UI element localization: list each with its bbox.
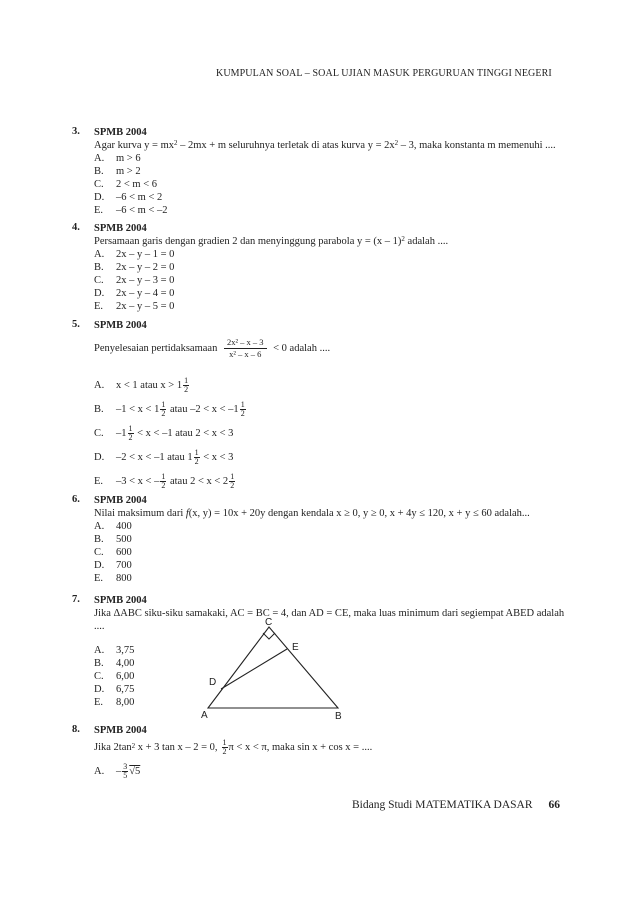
option-e: E. 8,00 <box>94 697 135 708</box>
option-a: A. 2x – y – 1 = 0 <box>94 249 175 260</box>
question-stem-continued: .... <box>94 621 105 632</box>
triangle-diagram <box>195 616 355 722</box>
vertex-label-d: D <box>209 677 217 688</box>
question-stem: Nilai maksimum dari f(x, y) = 10x + 20y dengan kendala x ≥ 0, y ≥ 0, x + 4y ≤ 120, x + y ≤ 60 adalah... <box>94 508 530 519</box>
option-c: C. –1 $\frac{1}{2}$ < x < –1 atau 2 < x < 3 <box>94 424 234 443</box>
option-a: A. 400 <box>94 521 132 532</box>
page-footer <box>352 799 560 811</box>
question-source: SPMB 2004 <box>94 725 147 736</box>
question-source: SPMB 2004 <box>94 127 147 138</box>
footer-subject: Bidang Studi MATEMATIKA DASAR <box>352 799 533 811</box>
question-source: SPMB 2004 <box>94 495 147 506</box>
segment-de <box>221 649 287 689</box>
option-d: D. 700 <box>94 560 132 571</box>
question-stem: Persamaan garis dengan gradien 2 dan menyinggung parabola y = (x – 1)$^2$ adalah .... <box>94 235 449 247</box>
option-b: B. 500 <box>94 534 132 545</box>
question-stem: Jika ΔABC siku-siku samakaki, AC = BC = 4, dan AD = CE, maka luas minimum dari segiempat ABED adalah <box>94 608 565 619</box>
option-d: D. 2x – y – 4 = 0 <box>94 288 175 299</box>
option-e: E. 2x – y – 5 = 0 <box>94 301 175 312</box>
question-number: 6. <box>72 494 80 505</box>
option-b: B. 4,00 <box>94 658 135 669</box>
vertex-label-e: E <box>292 642 299 653</box>
option-c: C. 600 <box>94 547 132 558</box>
question-number: 7. <box>72 594 80 605</box>
option-b: B. –1 < x < 1 $\frac{1}{2}$ atau –2 < x < –1 $\frac{1}{2}$ <box>94 400 245 419</box>
question-source: SPMB 2004 <box>94 595 147 606</box>
vertex-label-b: B <box>335 711 342 722</box>
option-c: C. 2 < m < 6 <box>94 179 158 190</box>
page-number: 66 <box>548 799 561 811</box>
vertex-label-c: C <box>265 617 273 628</box>
vertex-label-a: A <box>201 710 208 721</box>
question-number: 4. <box>72 222 80 233</box>
option-a: A. x < 1 atau x > 1 $\frac{1}{2}$ <box>94 376 189 395</box>
question-source: SPMB 2004 <box>94 320 147 331</box>
option-d: D. –2 < x < –1 atau 1 $\frac{1}{2}$ < x < 3 <box>94 448 234 467</box>
page-header: KUMPULAN SOAL – SOAL UJIAN MASUK PERGURUAN TINGGI NEGERI <box>216 68 552 79</box>
option-d: D. 6,75 <box>94 684 135 695</box>
question-number: 5. <box>72 319 80 330</box>
option-c: C. 2x – y – 3 = 0 <box>94 275 175 286</box>
option-a: A. 3,75 <box>94 645 135 656</box>
option-c: C. 6,00 <box>94 671 135 682</box>
triangle-abc <box>208 627 338 708</box>
option-b: B. 2x – y – 2 = 0 <box>94 262 175 273</box>
question-number: 8. <box>72 724 80 735</box>
question-number: 3. <box>72 126 80 137</box>
question-stem: Jika $2\tan^2$ x + 3 tan x – 2 = 0, $\frac{1}{2}$ π < x < π, maka sin x + cos x = .... <box>94 738 373 757</box>
option-e: E. –6 < m < –2 <box>94 205 168 216</box>
option-e: E. –3 < x < – $\frac{1}{2}$ atau 2 < x < 2 $\frac{1}{2}$ <box>94 472 235 491</box>
option-b: B. m > 2 <box>94 166 141 177</box>
inequality-fraction: $\frac{\text{2x² – x – 3}}{\text{x² – x – 6}}$ <box>224 337 267 360</box>
option-d: D. –6 < m < 2 <box>94 192 163 203</box>
option-e: E. 800 <box>94 573 132 584</box>
option-a: A. m > 6 <box>94 153 141 164</box>
question-stem: Agar kurva $y = mx^2 - 2mx + m$ seluruhnya terletak di atas kurva $y = 2x^2 - 3$, maka konstanta m memenuhi .... <box>94 139 556 151</box>
option-a: A. – $\frac{3}{5}$ √5 <box>94 762 141 781</box>
right-angle-mark <box>263 633 275 639</box>
question-source: SPMB 2004 <box>94 223 147 234</box>
question-stem: Penyelesaian pertidaksamaan $\frac{\text{2x² – x – 3}}{\text{x² – x – 6}}$ < 0 adalah .... <box>94 337 331 360</box>
